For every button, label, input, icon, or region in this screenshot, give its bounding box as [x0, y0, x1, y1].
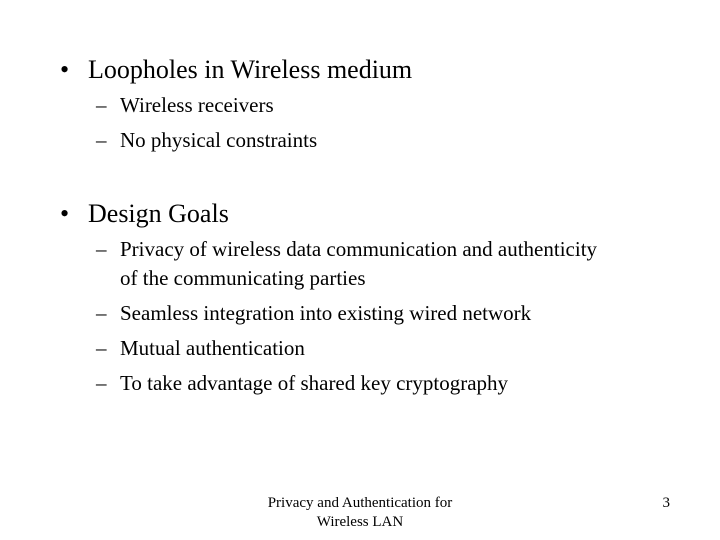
sub-bullet-mutual-authentication — [96, 331, 305, 366]
sub-bullet-privacy — [96, 235, 600, 293]
slide-footer — [250, 494, 470, 532]
page-number: 3 — [662, 495, 670, 511]
bullet-loopholes — [60, 55, 412, 85]
bullet-heading: Loopholes in Wireless medium — [88, 55, 413, 84]
footer-line-1: Privacy and Authentication for — [267, 495, 453, 511]
sub-bullet-seamless-integration — [96, 296, 531, 331]
dash-marker: – — [96, 301, 107, 325]
sub-bullet-physical-constraints — [96, 123, 317, 158]
sub-bullet-text: Wireless receivers — [120, 93, 274, 117]
bullet-marker: • — [60, 199, 70, 228]
bullet-marker: • — [60, 55, 70, 84]
sub-bullet-text: To take advantage of shared key cryptography — [120, 371, 509, 395]
dash-marker: – — [96, 237, 107, 261]
sub-bullet-text: Mutual authentication — [120, 336, 305, 360]
footer-line-2: Wireless LAN — [316, 514, 404, 530]
sub-bullet-wireless-receivers — [96, 88, 274, 123]
bullet-design-goals — [60, 199, 229, 229]
dash-marker: – — [96, 336, 107, 360]
sub-bullet-text: No physical constraints — [120, 128, 318, 152]
sub-bullet-text: Privacy of wireless data communication and authenticity of the communicating parties — [120, 237, 598, 290]
sub-bullet-text: Seamless integration into existing wired network — [120, 301, 532, 325]
bullet-heading: Design Goals — [88, 199, 229, 228]
dash-marker: – — [96, 128, 107, 152]
dash-marker: – — [96, 371, 107, 395]
dash-marker: – — [96, 93, 107, 117]
sub-bullet-shared-key — [96, 366, 508, 401]
